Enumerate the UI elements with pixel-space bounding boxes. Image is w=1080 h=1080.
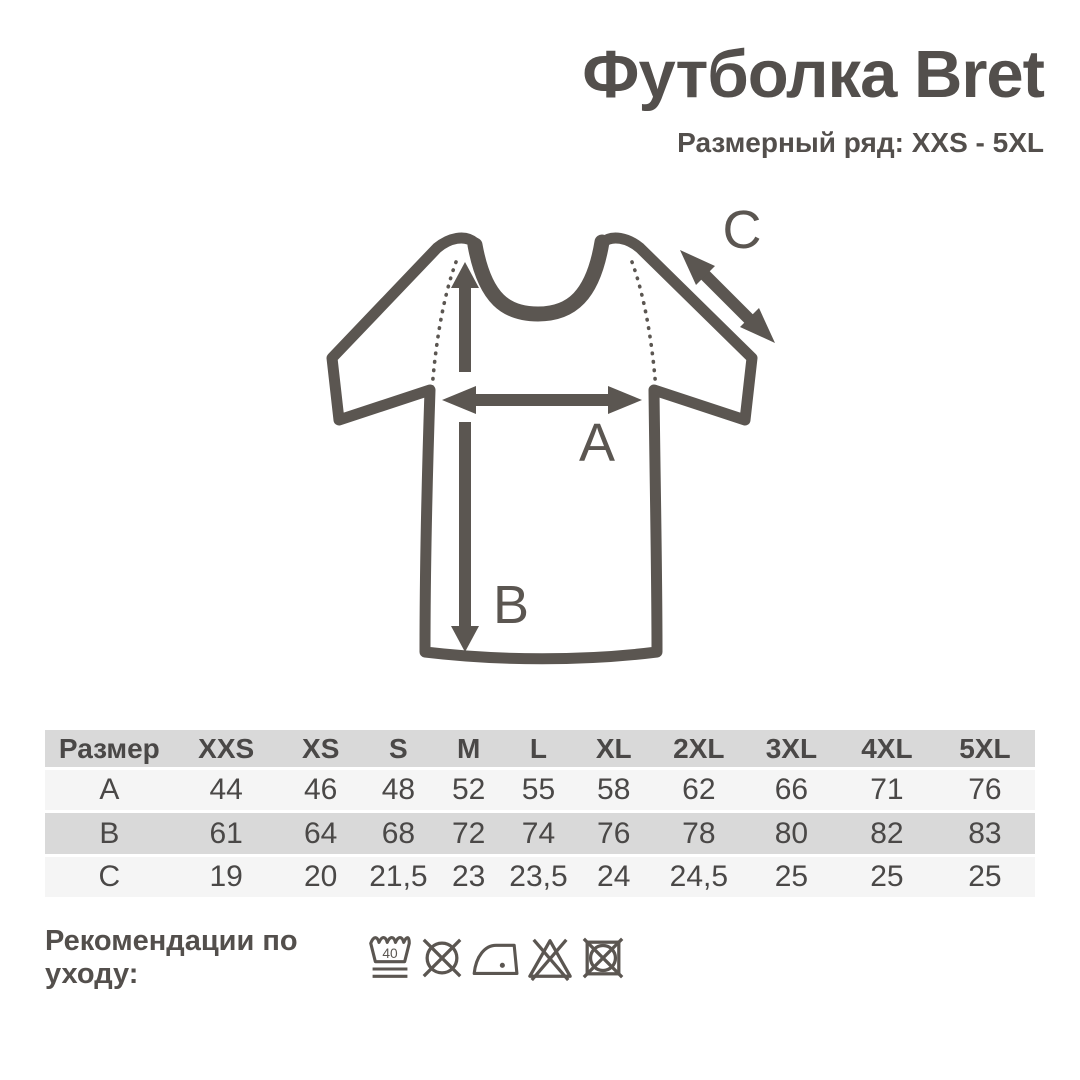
do-not-tumble-dry-icon <box>580 935 626 981</box>
size-table-cell: 83 <box>968 816 1002 850</box>
size-table-column-header: XXS <box>198 732 255 764</box>
size-table-column-header: Размер <box>58 732 160 764</box>
size-table-cell: 25 <box>774 860 809 893</box>
size-range-subtitle: Размерный ряд: XXS - 5XL <box>677 127 1044 158</box>
size-table-column-header: 4XL <box>861 732 913 764</box>
size-table-row-C <box>45 857 1035 897</box>
size-table-header-row <box>45 730 1035 767</box>
label-a: A <box>578 413 616 473</box>
size-table-cell: 82 <box>870 816 904 850</box>
size-table-cell: 66 <box>774 773 809 806</box>
do-not-bleach-icon <box>527 935 573 981</box>
page-title: Футболка Bret <box>582 37 1044 112</box>
size-table-cell: 55 <box>521 773 556 806</box>
size-table-cell: B <box>99 816 120 850</box>
size-table-cell: 23 <box>451 860 486 893</box>
size-table-cell: 25 <box>968 860 1002 893</box>
size-table <box>45 730 1035 900</box>
do-not-dry-clean-icon <box>419 935 465 981</box>
size-table-cell: 72 <box>451 816 486 850</box>
size-table-cell: 48 <box>381 773 416 806</box>
tshirt-outline <box>332 238 752 659</box>
size-table-cell: 46 <box>304 773 338 806</box>
size-table-cell: 76 <box>968 773 1002 806</box>
size-table-cell: 78 <box>682 816 716 850</box>
care-label: Рекомендации по уходу: <box>45 925 298 990</box>
size-table-cell: 44 <box>209 773 243 806</box>
size-table-cell: 20 <box>304 860 338 893</box>
size-table-cell: 24 <box>597 860 631 893</box>
size-table-cell: 24,5 <box>669 860 729 893</box>
size-table-cell: 61 <box>209 816 243 850</box>
size-table-cell: 74 <box>521 816 556 850</box>
wash-40-mild-icon <box>368 933 412 983</box>
size-table-row-A <box>45 770 1035 810</box>
label-c: C <box>722 200 762 260</box>
size-table-cell: 68 <box>381 816 416 850</box>
size-table-cell: 64 <box>304 816 338 850</box>
size-table-cell: A <box>99 773 120 806</box>
size-table-cell: 25 <box>870 860 904 893</box>
tshirt-measurement-diagram <box>305 200 785 670</box>
size-table-column-header: 3XL <box>765 732 818 764</box>
size-table-cell: 52 <box>451 773 486 806</box>
size-table-column-header: 2XL <box>673 732 725 764</box>
size-table-column-header: XS <box>302 732 340 764</box>
size-table-cell: 19 <box>209 860 243 893</box>
size-table-column-header: L <box>529 732 548 764</box>
size-table-cell: 80 <box>774 816 809 850</box>
care-recommendations <box>45 925 1035 990</box>
label-b: B <box>492 575 530 635</box>
size-table-cell: 71 <box>870 773 904 806</box>
size-table-cell: 62 <box>682 773 716 806</box>
size-table-column-header: S <box>389 732 408 764</box>
care-icons-row <box>368 933 626 983</box>
iron-one-dot-icon <box>472 938 520 978</box>
size-table-cell: 58 <box>597 773 631 806</box>
size-table-column-header: XL <box>595 732 632 764</box>
size-table-column-header: M <box>457 732 481 764</box>
size-table-cell: 76 <box>597 816 631 850</box>
wash-temperature: 40 <box>382 946 398 961</box>
size-table-row-B <box>45 813 1035 854</box>
size-table-column-header: 5XL <box>959 732 1011 764</box>
size-table-cell: 21,5 <box>369 860 428 893</box>
size-table-cell: C <box>98 860 121 893</box>
size-table-cell: 23,5 <box>509 860 568 893</box>
